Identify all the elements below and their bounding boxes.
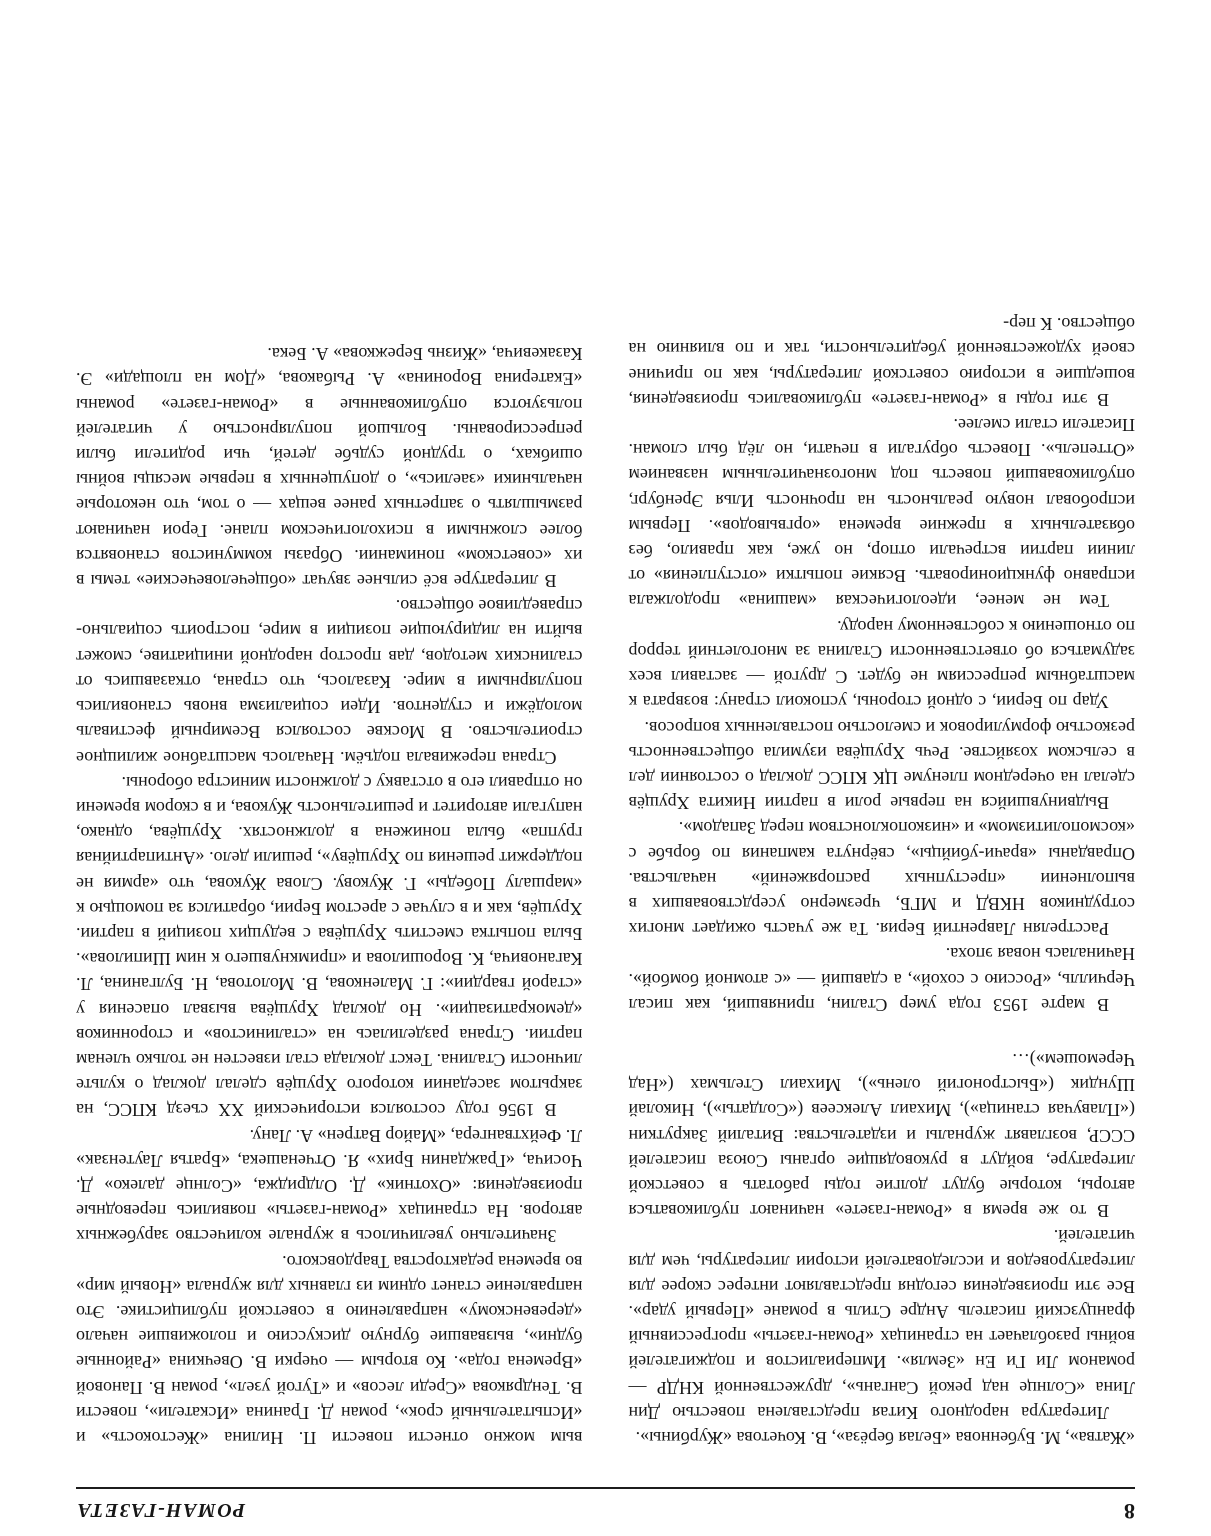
paragraph: Значительно увеличилось в журнале количество зарубежных авторов. На страницах «Роман-газеты» появились переводные произведения: «Охотник» Д. Олдриджа, «Солнце далеко» Д. Чосича, «Гражданин Брих» Я. Отченашека, «Братья Лаутензак» Л. Фейхтвангера, «Майор Ватрен» А. Лану.	[76, 1125, 583, 1247]
paragraph: В эти годы в «Роман-газете» публиковались произведения, вошедшие в историю советской литературы, как по причине своей художественной убедительности, так и по влиянию на общество. К пер-	[628, 314, 1135, 410]
paragraph: В то же время в «Роман-газете» начинают публиковаться авторы, которые будут долгие годы работать в советской литературе, войдут в руководящие органы Союза писателей СССР, возглавят журналы и издательства: Виталий Закруткин («Плавучая станица»), Михаил Алексеев («Солдаты»), Николай Шундик («Быстроногий олень»), Михаил Стельмах («Над Черемошем»)…	[628, 1049, 1135, 1222]
journal-title: РОМАН-ГАЗЕТА	[76, 1499, 246, 1521]
paragraph: Литература народного Китая представлена повестью Дин Лина «Солнце над рекой Сангань», дружественной КНДР — романом Ли Ги Ен «Земля». Империалистов и поджигателей войны разоблачает на страницах «Роман-газеты» прогрессивный французский писатель Андре Стиль в романе «Первый удар». Все эти произведения сегодня представляют интерес скорее для литературоведов и исследователей истории литературы, чем для читателей.	[628, 1226, 1135, 1423]
column-left	[629, 30, 1136, 1450]
paragraph: Расстрелян Лаврентий Берия. Та же участь ожидает многих сотрудников НКВД и МГБ, чрезмерно усердствовавших в выполнении «преступных распоряжений» начальства. Оправданы «врачи-убийцы», свёрнута кампания по борьбе с «космополитизмом» и «низкопоклонством перед Западом».	[628, 818, 1135, 940]
paragraph: Выдвинувшийся на первые роли в партии Никита Хрущёв сделал на очередном пленуме ЦК КПСС доклад о состоянии дел в сельском хозяйстве. Речь Хрущёва изумила общественность резкостью формулировок и смелостью поставленных вопросов.	[628, 717, 1135, 814]
paragraph: В 1956 году состоялся исторический XX съезд КПСС, на закрытом заседании которого Хрущёв сделал доклад о культе личности Сталина. Текст доклада стал известен не только членам партии. Страна разделилась на «сталинистов» и сторонников «демократизации». Но доклад Хрущёва вызвал опасения у «старой гвардии»: Г. Маленкова, В. Молотова, Н. Булганина, Л. Кагановича, К. Ворошилова и «примкнувшего к ним Шипилова». Была попытка сместить Хрущёва с ведущих позиций в партии. Хрущёв, как и в случае с арестом Берии, обратился за помощью к «маршалу Победы» Г. Жукову. Слова Жукова, что «армия не поддержит решения по Хрущёву», решили дело. «Антипартийная группа» была понижена в должностях. Хрущёва, однако, напугали авторитет и решительность Жукова, и в скором времени он отправил его в отставку с должности министра обороны.	[76, 772, 583, 1121]
paragraph: вым можно отнести повести П. Нилина «Жестокость» и «Испытательный срок», роман Д. Гранина «Искатели», повести В. Тендрякова «Среди лесов» и «Тугой узел», роман В. Пановой «Времена года». Ко вторым — очерки В. Овечкина «Районные будни», вызвавшие бурную дискуссию и положившие начало «деревенскому» направлению в советской публицистике. Это направление станет одним из главных для журнала «Новый мир» во времена редакторства Твардовского.	[76, 1251, 583, 1448]
paragraph: Страна переживала подъём. Началось масштабное жилищное строительство. В Москве состоялся Всемирный фестиваль молодёжи и студентов. Идеи социализма вновь становились популярными в мире. Казалось, что страна, отказавшись от сталинских методов, дав простор народной инициативе, сможет выйти на лидирующие позиции в мире, построить социально-справедливое общество.	[76, 596, 583, 768]
paragraph: Тем не менее, идеологическая «машина» продолжала исправно функционировать. Всякие попытки «отступления» от линии партии встречали отпор, но уже, как правило, без обязательных в прежние времена «оргвыводов». Первым испробовал новую реальность на прочность Илья Эренбург, опубликовавший повесть под многозначительным названием «Оттепель». Повесть обругали в печати, но лёд был сломан. Писатели стали смелее.	[628, 415, 1135, 612]
text-columns	[76, 30, 1135, 1450]
column-right	[76, 30, 583, 1450]
page-header	[76, 1498, 1135, 1524]
page-number: 8	[1124, 1499, 1135, 1524]
paragraph: В литературе всё сильнее звучат «общечеловеческие» темы в их «советском» понимании. Образы коммунистов становятся более сложными в психологическом плане. Герои начинают размышлять о запретных ранее вещах — о том, что некоторые начальники «заелись», о допущенных в первые месяцы войны ошибках, о трудной судьбе детей, чьи родители были репрессированы. Большой популярностью у читателей пользуются опубликованные в «Роман-газете» романы «Екатерина Воронина» А. Рыбакова, «Дом на площади» Э. Казакевича, «Жизнь Бережкова» А. Бека.	[76, 344, 583, 592]
header-rule	[76, 1487, 1135, 1489]
paragraph: Удар по Берии, с одной стороны, успокоил страну: возврата к масштабным репрессиям не будет. С другой — заставил всех задуматься об ответственности Сталина за многолетний террор по отношению к собственному народу.	[628, 616, 1135, 713]
paragraph: «Жатва», М. Бубеннова «Белая берёза», В. Кочетова «Журбины».	[635, 1428, 1135, 1448]
paragraph: В марте 1953 года умер Сталин, принявший, как писал Черчилль, «Россию с сохой», а сдавший — «с атомной бомбой». Начиналась новая эпоха.	[628, 944, 1135, 1015]
